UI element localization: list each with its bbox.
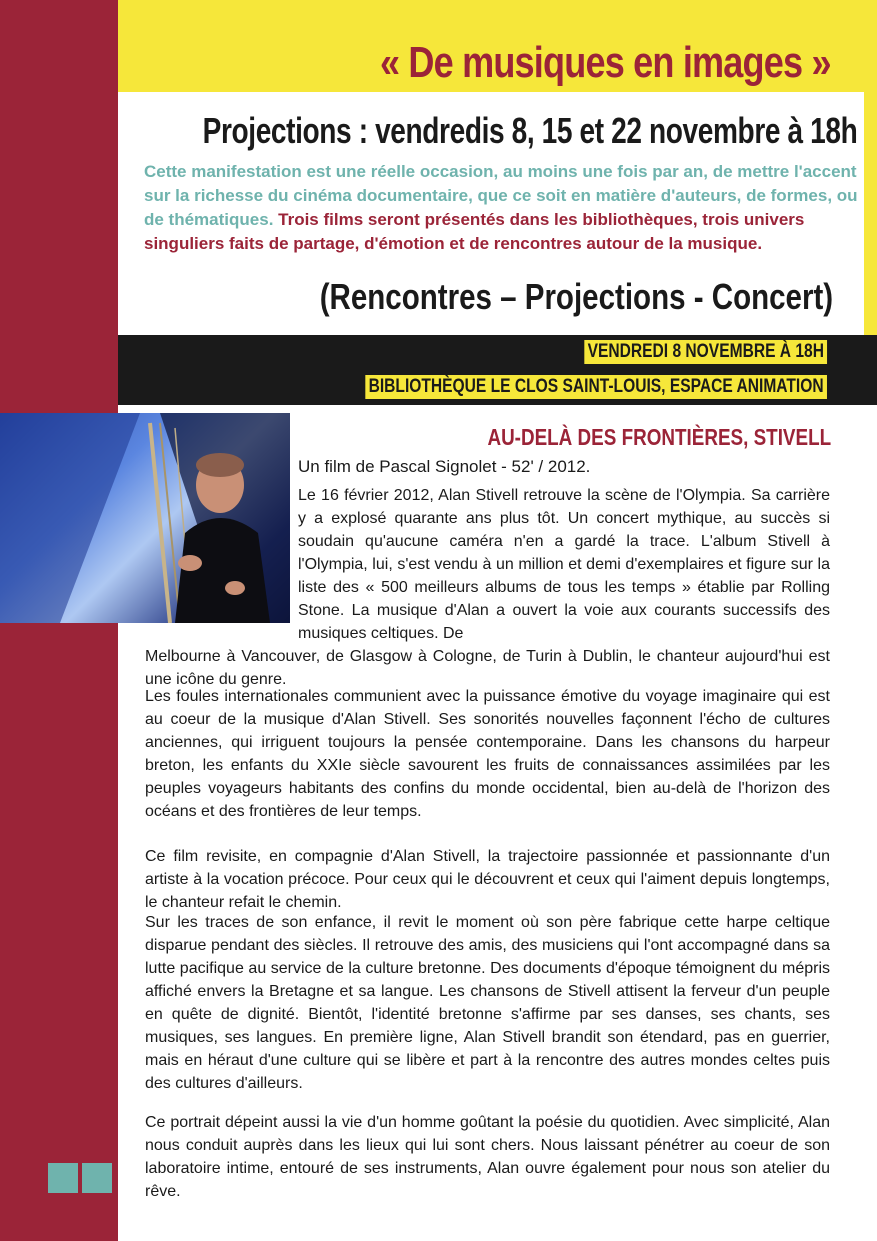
body-paragraph-3: Ce film revisite, en compagnie d'Alan Stivell, la trajectoire passionnée et passionnante d'un artiste à la vocation précoce. Pour ceux qui le découvrent et ceux qui l'aiment depuis longtemps, le chanteur refait le chemin.: [145, 848, 830, 911]
film-title: AU-DELÀ DES FRONTIÈRES, STIVELL: [487, 424, 831, 450]
body-paragraph-2: Les foules internationales communient avec la puissance émotive du voyage imaginaire qui est au coeur de la musique d'Alan Stivell. Ses sonorités nouvelles façonnent l'écho de cultures anciennes, qui irriguent toujours la pensée contemporaine. Dans les chansons du harpeur breton, les enfants du XXIe siècle savourent les fruits de connaissances assimilées par les peuples voyageurs habitants des confins du monde occidental, bien au-delà de l'horizon des océans et des frontières de leur temps.: [145, 688, 830, 820]
intro-part-2: Trois films seront présentés dans les bibliothèques, trois univers singuliers faits de partage, d'émotion et de rencontres autour de la musique.: [144, 210, 805, 253]
body-paragraph-5: Ce portrait dépeint aussi la vie d'un homme goûtant la poésie du quotidien. Avec simplicité, Alan nous conduit auprès dans les lieux qui lui sont chers. Nous laissant pénétrer au coeur de son laboratoire intime, entouré de ses instruments, Alan ouvre également pour nous son atelier du rêve.: [145, 1114, 830, 1200]
body-paragraph-4: Sur les traces de son enfance, il revit le moment où son père fabrique cette harpe celtique disparue pendant des siècles. Il retrouve des amis, des musiciens qui l'ont accompagné dans sa lutte pacifique au service de la culture bretonne. Des documents d'époque témoignent du mépris affiché envers la Bretagne et sa langue. Les chansons de Stivell attisent la ferveur d'un peuple en quête de dignité. Bientôt, l'identité bretonne s'affirme par ses danses, ses chants, ses musiques, ses langues. En première ligne, Alan Stivell brandit son étendard, pas en guerrier, mais en héraut d'une culture qui se libère et part à la rencontre des autres mondes celtes puis des cultures d'ailleurs.: [145, 914, 830, 1092]
musician-photo-illustration: [0, 413, 290, 623]
film-credit: Un film de Pascal Signolet - 52' / 2012.: [298, 457, 591, 476]
decorative-square-2: [82, 1163, 112, 1193]
body-paragraph-1-continued: Melbourne à Vancouver, de Glasgow à Cologne, de Turin à Dublin, le chanteur aujourd'hui est une icône du genre.: [145, 648, 830, 688]
intro-paragraph: [144, 160, 864, 256]
rencontres-heading: (Rencontres – Projections - Concert): [319, 276, 833, 317]
right-yellow-strip: [864, 92, 877, 347]
page-title: « De musiques en images »: [380, 38, 831, 87]
event-place: BIBLIOTHÈQUE LE CLOS SAINT-LOUIS, ESPACE ANIMATION: [365, 375, 827, 399]
intro-part-1: Cette manifestation est une réelle occasion, au moins une fois par an, de mettre l'accent sur la richesse du cinéma documentaire, que ce soit en matière d'auteurs, de formes, ou de thématiques.: [144, 162, 858, 229]
event-date: VENDREDI 8 NOVEMBRE À 18H: [584, 340, 827, 364]
decorative-square-1: [48, 1163, 78, 1193]
musician-photo: [0, 413, 290, 623]
body-paragraph-1: Le 16 février 2012, Alan Stivell retrouve la scène de l'Olympia. Sa carrière y a explosé quarante ans plus tôt. Un concert mythique, au succès si soudain qu'aucune caméra n'en a gardé la trace. L'album Stivell à l'Olympia, lui, s'est vendu à un million et demi d'exemplaires et figure sur la liste des « 500 meilleurs albums de tous les temps » établie par Rolling Stone. La musique d'Alan a ouvert la voie aux courants successifs des musiques celtiques. De: [298, 487, 830, 642]
page-subtitle: Projections : vendredis 8, 15 et 22 novembre à 18h: [202, 110, 857, 151]
